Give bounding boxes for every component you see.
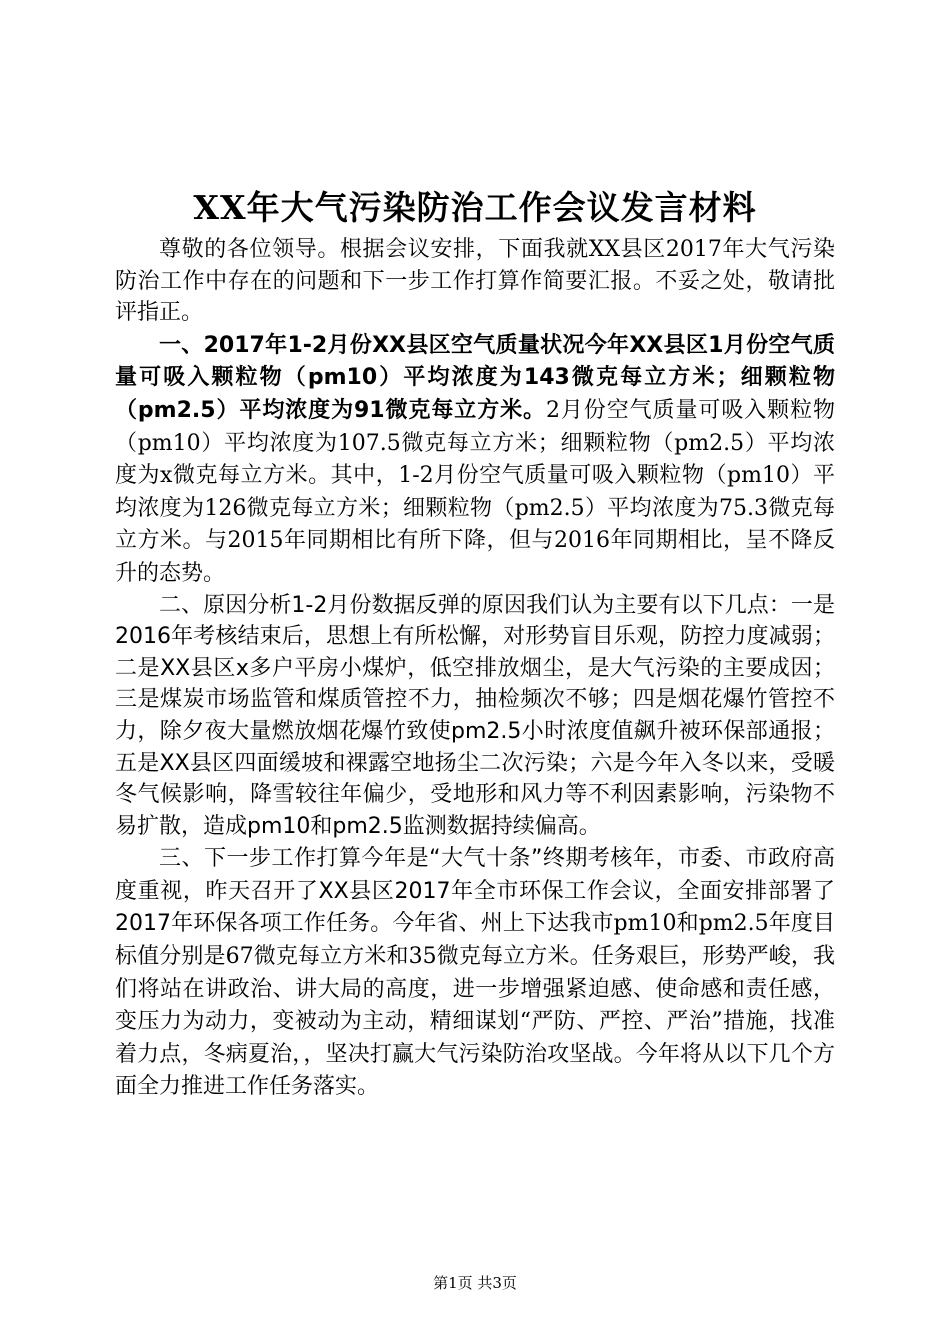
paragraph-intro-text: 尊敬的各位领导。根据会议安排，下面我就XX县区2017年大气污染防治工作中存在的问题和下一步工作打算作简要汇报。不妥之处，敬请批评指正。: [115, 237, 835, 326]
document-title: XX年大气污染防治工作会议发言材料: [193, 188, 757, 227]
paragraph-section-1: [115, 329, 835, 590]
section-2-text: 二、原因分析1-2月份数据反弹的原因我们认为主要有以下几点：一是2016年考核结束后，思想上有所松懈，对形势盲目乐观，防控力度减弱；二是XX县区x多户平房小煤炉，低空排放烟尘，是大气污染的主要成因；三是煤炭市场监管和煤质管控不力，抽检频次不够；四是烟花爆竹管控不力，除夕夜大量燃放烟花爆竹致使pm2.5小时浓度值飙升被环保部通报；五是XX县区四面缓坡和裸露空地扬尘二次污染；六是今年入冬以来，受暖冬气候影响，降雪较往年偏少，受地形和风力等不利因素影响，污染物不易扩散，造成pm10和pm2.5监测数据持续偏高。: [115, 592, 835, 839]
page-number: 第1页 共3页: [433, 1274, 517, 1292]
paragraph-intro: [115, 234, 835, 329]
section-1-heading-text: 一、2017年1-2月份XX县区空气质量状况今年XX县区1月份空气质量可吸入颗粒物（pm10）平均浓度为143微克每立方米；细颗粒物（pm2.5）平均浓度为91微克每立方米。: [115, 332, 835, 423]
document-body: [115, 234, 835, 1103]
section-3-heading-text: 三、下一步工作打算今年是“大气十条”终期考核年，市委、市政府高度重视，昨天召开了XX县区2017年全市环保工作会议，全面安排部署了2017年环保各项工作任务。: [115, 846, 835, 937]
paragraph-section-2: [115, 590, 835, 843]
section-3-body-text: 今年省、州上下达我市pm10和pm2.5年度目标值分别是67微克每立方米和35微克每立方米。任务艰巨，形势严峻，我们将站在讲政治、讲大局的高度，进一步增强紧迫感、使命感和责任感，变压力为动力，变被动为主动，精细谋划“严防、严控、严治”措施，找准着力点，冬病夏治，，坚决打赢大气污染防治攻坚战。今年将从以下几个方面全力推进工作任务落实。: [115, 911, 835, 1100]
page-footer: [0, 1272, 950, 1293]
section-1-body-text: 2月份空气质量可吸入颗粒物（pm10）平均浓度为107.5微克每立方米；细颗粒物（pm2.5）平均浓度为x微克每立方米。其中，1-2月份空气质量可吸入颗粒物（pm10）平均浓度为126微克每立方米；细颗粒物（pm2.5）平均浓度为75.3微克每立方米。与2015年同期相比有所下降，但与2016年同期相比，呈不降反升的态势。: [115, 397, 835, 586]
paragraph-section-3: [115, 842, 835, 1103]
